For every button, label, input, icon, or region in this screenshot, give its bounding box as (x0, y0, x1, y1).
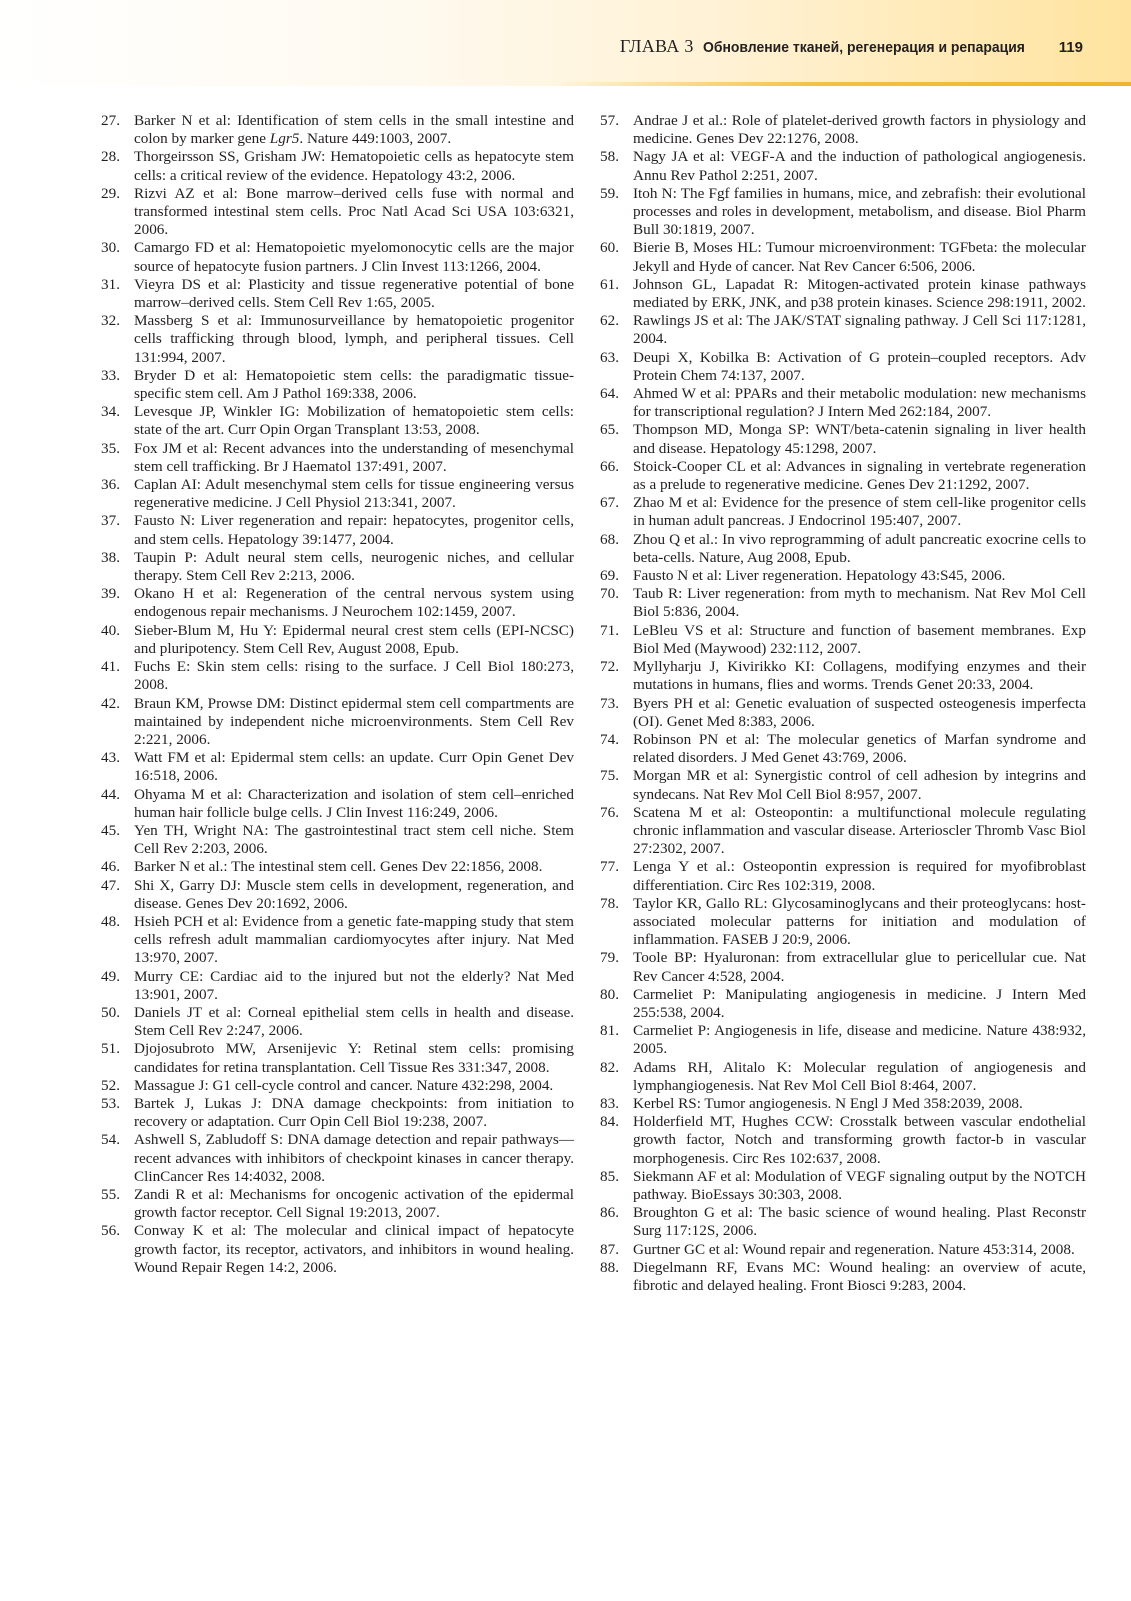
page-number: 119 (1058, 39, 1083, 56)
reference-item (600, 276, 1086, 312)
reference-item (600, 658, 1086, 694)
reference-number: 75. (600, 767, 619, 785)
reference-text: Morgan MR et al: Synergistic control of cell adhesion by integrins and syndecans. Nat Rev Mol Cell Biol 8:957, 2007. (633, 767, 1086, 803)
reference-number: 62. (600, 312, 619, 330)
reference-item (600, 695, 1086, 731)
reference-number: 63. (600, 348, 619, 366)
reference-text: Sieber-Blum M, Hu Y: Epidermal neural crest stem cells (EPI-NCSC) and pluripotency. Stem Cell Rev, August 2008, Epub. (134, 621, 574, 657)
references-right-column (600, 112, 1086, 1295)
reference-text: Thompson MD, Monga SP: WNT/beta-catenin signaling in liver health and disease. Hepatology 45:1298, 2007. (633, 421, 1086, 457)
reference-text: Yen TH, Wright NA: The gastrointestinal tract stem cell niche. Stem Cell Rev 2:203, 2006. (134, 821, 574, 858)
reference-number: 87. (600, 1240, 619, 1258)
reference-item (101, 913, 574, 968)
reference-text: Gurtner GC et al: Wound repair and regeneration. Nature 453:314, 2008. (633, 1240, 1075, 1258)
reference-number: 38. (101, 548, 120, 566)
reference-text: Fausto N et al: Liver regeneration. Hepatology 43:S45, 2006. (633, 567, 1006, 585)
reference-number: 65. (600, 421, 619, 439)
reference-item (101, 403, 574, 439)
reference-item (101, 622, 574, 658)
reference-number: 45. (101, 821, 120, 839)
reference-text: Bartek J, Lukas J: DNA damage checkpoints: from initiation to recovery or adaptation. Curr Opin Cell Biol 19:238, 2007. (134, 1094, 574, 1131)
reference-item (600, 1204, 1086, 1240)
reference-number: 35. (101, 439, 120, 457)
reference-number: 60. (600, 239, 619, 257)
reference-number: 53. (101, 1094, 120, 1112)
reference-item (101, 968, 574, 1004)
reference-number: 74. (600, 730, 619, 748)
reference-text: Rawlings JS et al: The JAK/STAT signaling pathway. J Cell Sci 117:1281, 2004. (633, 312, 1086, 348)
reference-text: LeBleu VS et al: Structure and function of basement membranes. Exp Biol Med (Maywood) 232:112, 2007. (633, 621, 1086, 657)
reference-number: 70. (600, 585, 619, 603)
reference-number: 40. (101, 621, 120, 639)
reference-item (101, 512, 574, 548)
reference-number: 46. (101, 858, 120, 876)
reference-item (101, 786, 574, 822)
reference-text: Ashwell S, Zabludoff S: DNA damage detection and repair pathways—recent advances with inhibitors of checkpoint kinases in cancer therapy. ClinCancer Res 14:4032, 2008. (134, 1131, 574, 1185)
reference-text: Conway K et al: The molecular and clinical impact of hepatocyte growth factor, its receptor, activators, and inhibitors in wound healing. Wound Repair Regen 14:2, 2006. (134, 1222, 574, 1276)
reference-number: 48. (101, 912, 120, 930)
reference-item (600, 567, 1086, 585)
reference-text: Deupi X, Kobilka B: Activation of G protein–coupled receptors. Adv Protein Chem 74:137, 2007. (633, 348, 1086, 384)
reference-text: Barker N et al.: The intestinal stem cell. Genes Dev 22:1856, 2008. (134, 858, 543, 876)
reference-number: 56. (101, 1222, 120, 1240)
reference-number: 31. (101, 275, 120, 293)
reference-number: 34. (101, 403, 120, 421)
reference-number: 58. (600, 148, 619, 166)
reference-number: 80. (600, 985, 619, 1003)
chapter-label: ГЛАВА 3 (619, 36, 694, 56)
reference-text: Taylor KR, Gallo RL: Glycosaminoglycans and their proteoglycans: host-associated molecular patterns for initiation and modulation of inflammation. FASEB J 20:9, 2006. (633, 894, 1086, 949)
reference-number: 39. (101, 585, 120, 603)
reference-text: Kerbel RS: Tumor angiogenesis. N Engl J Med 358:2039, 2008. (633, 1094, 1023, 1112)
reference-text: Levesque JP, Winkler IG: Mobilization of hematopoietic stem cells: state of the art. Curr Opin Organ Transplant 13:53, 2008. (134, 403, 574, 439)
reference-text: Itoh N: The Fgf families in humans, mice, and zebrafish: their evolutional processes and roles in development, metabolism, and disease. Biol Pharm Bull 30:1819, 2007. (633, 184, 1086, 239)
reference-text: Fausto N: Liver regeneration and repair: hepatocytes, progenitor cells, and stem cells. Hepatology 39:1477, 2004. (134, 512, 574, 548)
reference-text: Djojosubroto MW, Arsenijevic Y: Retinal stem cells: promising candidates for retina transplantation. Cell Tissue Res 331:347, 2008. (134, 1040, 574, 1076)
reference-number: 42. (101, 694, 120, 712)
reference-item (600, 385, 1086, 421)
reference-number: 33. (101, 366, 120, 384)
reference-text: Ohyama M et al: Characterization and isolation of stem cell–enriched human hair follicle bulge cells. J Clin Invest 116:249, 2006. (134, 785, 574, 821)
reference-item (101, 440, 574, 476)
reference-number: 78. (600, 894, 619, 912)
reference-text: Taupin P: Adult neural stem cells, neurogenic niches, and cellular therapy. Stem Cell Rev 2:213, 2006. (134, 548, 574, 585)
reference-text: Andrae J et al.: Role of platelet-derived growth factors in physiology and medicine. Genes Dev 22:1276, 2008. (633, 112, 1086, 148)
reference-item (101, 1095, 574, 1131)
reference-item (101, 1040, 574, 1076)
reference-item (101, 1004, 574, 1040)
reference-number: 57. (600, 112, 619, 129)
reference-text: Shi X, Garry DJ: Muscle stem cells in development, regeneration, and disease. Genes Dev 20:1692, 2006. (134, 876, 574, 912)
reference-item (600, 731, 1086, 767)
reference-item (101, 1186, 574, 1222)
reference-item (600, 1022, 1086, 1058)
reference-text: Taub R: Liver regeneration: from myth to mechanism. Nat Rev Mol Cell Biol 5:836, 2004. (633, 585, 1086, 621)
reference-number: 72. (600, 658, 619, 676)
reference-item (101, 877, 574, 913)
reference-item (101, 749, 574, 785)
reference-item (101, 1131, 574, 1186)
reference-item (101, 476, 574, 512)
reference-item (600, 767, 1086, 803)
reference-item (101, 1222, 574, 1277)
reference-number: 68. (600, 530, 619, 548)
reference-text: Robinson PN et al: The molecular genetics of Marfan syndrome and related disorders. J Med Genet 43:769, 2006. (633, 730, 1086, 767)
reference-text: Holderfield MT, Hughes CCW: Crosstalk between vascular endothelial growth factor, Notch and transforming growth factor-b in vascular morphogenesis. Circ Res 102:637, 2008. (633, 1113, 1086, 1167)
reference-text: Bryder D et al: Hematopoietic stem cells: the paradigmatic tissue-specific stem cell. Am J Pathol 169:338, 2006. (134, 366, 574, 403)
reference-text: Barker N et al: Identification of stem cells in the small intestine and colon by marker gene Lgr5. Nature 449:1003, 2007. (134, 112, 574, 148)
chapter-title: Обновление тканей, регенерация и репарация (702, 39, 1025, 56)
reference-item (101, 695, 574, 750)
reference-item (600, 148, 1086, 184)
reference-number: 77. (600, 858, 619, 876)
reference-number: 69. (600, 567, 619, 585)
reference-item (600, 1059, 1086, 1095)
reference-number: 43. (101, 749, 120, 767)
reference-number: 52. (101, 1076, 120, 1094)
reference-text: Massberg S et al: Immunosurveillance by hematopoietic progenitor cells trafficking through blood, lymph, and peripheral tissues. Cell 131:994, 2007. (134, 312, 574, 366)
reference-item (101, 185, 574, 240)
reference-number: 83. (600, 1094, 619, 1112)
reference-number: 64. (600, 385, 619, 403)
reference-item (600, 494, 1086, 530)
reference-number: 71. (600, 621, 619, 639)
reference-number: 66. (600, 457, 619, 475)
reference-item (101, 585, 574, 621)
reference-number: 73. (600, 694, 619, 712)
reference-item (600, 895, 1086, 950)
reference-number: 86. (600, 1204, 619, 1222)
reference-item (101, 1077, 574, 1095)
reference-number: 44. (101, 785, 120, 803)
reference-text: Watt FM et al: Epidermal stem cells: an update. Curr Opin Genet Dev 16:518, 2006. (134, 749, 574, 785)
reference-number: 79. (600, 949, 619, 967)
reference-item (101, 658, 574, 694)
reference-item (600, 622, 1086, 658)
reference-item (600, 112, 1086, 148)
reference-number: 29. (101, 184, 120, 202)
reference-item (101, 858, 574, 876)
reference-text: Adams RH, Alitalo K: Molecular regulation of angiogenesis and lymphangiogenesis. Nat Rev Mol Cell Biol 8:464, 2007. (633, 1058, 1086, 1094)
reference-item (600, 1113, 1086, 1168)
reference-text: Rizvi AZ et al: Bone marrow–derived cells fuse with normal and transformed intestinal stem cells. Proc Natl Acad Sci USA 103:6321, 2006. (134, 184, 574, 239)
reference-text: Bierie B, Moses HL: Tumour microenvironment: TGFbeta: the molecular Jekyll and Hyde of cancer. Nat Rev Cancer 6:506, 2006. (633, 239, 1086, 275)
reference-text: Byers PH et al: Genetic evaluation of suspected osteogenesis imperfecta (OI). Genet Med 8:383, 2006. (633, 694, 1086, 730)
reference-number: 82. (600, 1058, 619, 1076)
reference-item (600, 239, 1086, 275)
reference-item (600, 312, 1086, 348)
reference-text: Siekmann AF et al: Modulation of VEGF signaling output by the NOTCH pathway. BioEssays 30:303, 2008. (633, 1167, 1086, 1203)
reference-text: Johnson GL, Lapadat R: Mitogen-activated protein kinase pathways mediated by ERK, JNK, and p38 protein kinases. Science 298:1911, 2002. (633, 275, 1086, 312)
reference-text: Daniels JT et al: Corneal epithelial stem cells in health and disease. Stem Cell Rev 2:247, 2006. (134, 1003, 574, 1040)
reference-item (600, 349, 1086, 385)
reference-text: Massague J: G1 cell-cycle control and cancer. Nature 432:298, 2004. (134, 1076, 554, 1094)
reference-number: 47. (101, 876, 120, 894)
reference-text: Zhao M et al: Evidence for the presence of stem cell-like progenitor cells in human adult pancreas. J Endocrinol 195:407, 2007. (633, 494, 1086, 530)
reference-text: Caplan AI: Adult mesenchymal stem cells for tissue engineering versus regenerative medicine. J Cell Physiol 213:341, 2007. (134, 476, 574, 512)
reference-number: 30. (101, 239, 120, 257)
reference-item (101, 367, 574, 403)
reference-number: 54. (101, 1131, 120, 1149)
reference-item (101, 112, 574, 148)
reference-item (600, 949, 1086, 985)
reference-number: 36. (101, 476, 120, 494)
reference-number: 67. (600, 494, 619, 512)
reference-number: 27. (101, 112, 120, 129)
reference-item (101, 822, 574, 858)
reference-text: Camargo FD et al: Hematopoietic myelomonocytic cells are the major source of hepatocyte fusion partners. J Clin Invest 113:1266, 2004. (134, 239, 574, 275)
reference-number: 81. (600, 1022, 619, 1040)
reference-number: 41. (101, 658, 120, 676)
reference-number: 59. (600, 184, 619, 202)
reference-item (600, 531, 1086, 567)
reference-text: Carmeliet P: Angiogenesis in life, disease and medicine. Nature 438:932, 2005. (633, 1022, 1086, 1058)
reference-text: Ahmed W et al: PPARs and their metabolic modulation: new mechanisms for transcriptional regulation? J Intern Med 262:184, 2007. (633, 385, 1086, 421)
reference-text: Zhou Q et al.: In vivo reprogramming of adult pancreatic exocrine cells to beta-cells. Nature, Aug 2008, Epub. (633, 530, 1086, 566)
reference-item (101, 276, 574, 312)
reference-text: Fuchs E: Skin stem cells: rising to the surface. J Cell Biol 180:273, 2008. (134, 658, 574, 694)
reference-item (101, 312, 574, 367)
running-header (620, 36, 1083, 60)
reference-number: 37. (101, 512, 120, 530)
reference-text: Myllyharju J, Kivirikko KI: Collagens, modifying enzymes and their mutations in humans, flies and worms. Trends Genet 20:33, 2004. (633, 658, 1086, 694)
reference-text: Carmeliet P: Manipulating angiogenesis in medicine. J Intern Med 255:538, 2004. (633, 985, 1086, 1021)
reference-item (600, 185, 1086, 240)
reference-item (101, 549, 574, 585)
reference-item (600, 804, 1086, 859)
reference-item (600, 1095, 1086, 1113)
reference-text: Braun KM, Prowse DM: Distinct epidermal stem cell compartments are maintained by independent niche microenvironments. Stem Cell Rev 2:221, 2006. (134, 694, 574, 748)
reference-item (600, 1259, 1086, 1295)
reference-text: Diegelmann RF, Evans MC: Wound healing: an overview of acute, fibrotic and delayed healing. Front Biosci 9:283, 2004. (633, 1258, 1086, 1294)
reference-text: Hsieh PCH et al: Evidence from a genetic fate-mapping study that stem cells refresh adult mammalian cardiomyocytes after injury. Nat Med 13:970, 2007. (134, 912, 574, 967)
reference-text: Nagy JA et al: VEGF-A and the induction of pathological angiogenesis. Annu Rev Pathol 2:251, 2007. (633, 148, 1086, 184)
reference-text: Lenga Y et al.: Osteopontin expression is required for myofibroblast differentiation. Circ Res 102:319, 2008. (633, 858, 1086, 894)
reference-text: Toole BP: Hyaluronan: from extracellular glue to pericellular cue. Nat Rev Cancer 4:528, 2004. (633, 949, 1086, 985)
reference-number: 32. (101, 312, 120, 330)
reference-item (600, 1241, 1086, 1259)
reference-text: Broughton G et al: The basic science of wound healing. Plast Reconstr Surg 117:12S, 2006. (633, 1204, 1086, 1240)
reference-item (600, 458, 1086, 494)
reference-text: Zandi R et al: Mechanisms for oncogenic activation of the epidermal growth factor receptor. Cell Signal 19:2013, 2007. (134, 1185, 574, 1222)
reference-number: 51. (101, 1040, 120, 1058)
reference-number: 85. (600, 1167, 619, 1185)
reference-number: 49. (101, 967, 120, 985)
header-rule (555, 82, 1131, 86)
reference-text: Murry CE: Cardiac aid to the injured but not the elderly? Nat Med 13:901, 2007. (134, 967, 574, 1003)
reference-text: Thorgeirsson SS, Grisham JW: Hematopoietic cells as hepatocyte stem cells: a critical review of the evidence. Hepatology 43:2, 2006. (134, 148, 574, 184)
reference-number: 28. (101, 148, 120, 166)
reference-number: 84. (600, 1113, 619, 1131)
reference-item (600, 421, 1086, 457)
reference-item (101, 148, 574, 184)
reference-text: Vieyra DS et al: Plasticity and tissue regenerative potential of bone marrow–derived cells. Stem Cell Rev 1:65, 2005. (134, 275, 574, 312)
reference-item (101, 239, 574, 275)
reference-number: 88. (600, 1258, 619, 1276)
reference-number: 61. (600, 275, 619, 293)
reference-number: 55. (101, 1185, 120, 1203)
reference-text: Fox JM et al: Recent advances into the understanding of mesenchymal stem cell trafficking. Br J Haematol 137:491, 2007. (134, 439, 574, 475)
reference-number: 76. (600, 803, 619, 821)
reference-text: Scatena M et al: Osteopontin: a multifunctional molecule regulating chronic inflammation and vascular disease. Arterioscler Thromb Vasc Biol 27:2302, 2007. (633, 803, 1086, 858)
reference-item (600, 1168, 1086, 1204)
reference-item (600, 986, 1086, 1022)
reference-text: Stoick-Cooper CL et al: Advances in signaling in vertebrate regeneration as a prelude to regenerative medicine. Genes Dev 21:1292, 2007. (633, 457, 1086, 494)
reference-number: 50. (101, 1003, 120, 1021)
references-left-column (101, 112, 574, 1277)
reference-item (600, 858, 1086, 894)
reference-item (600, 585, 1086, 621)
reference-text: Okano H et al: Regeneration of the central nervous system using endogenous repair mechanisms. J Neurochem 102:1459, 2007. (134, 585, 574, 621)
